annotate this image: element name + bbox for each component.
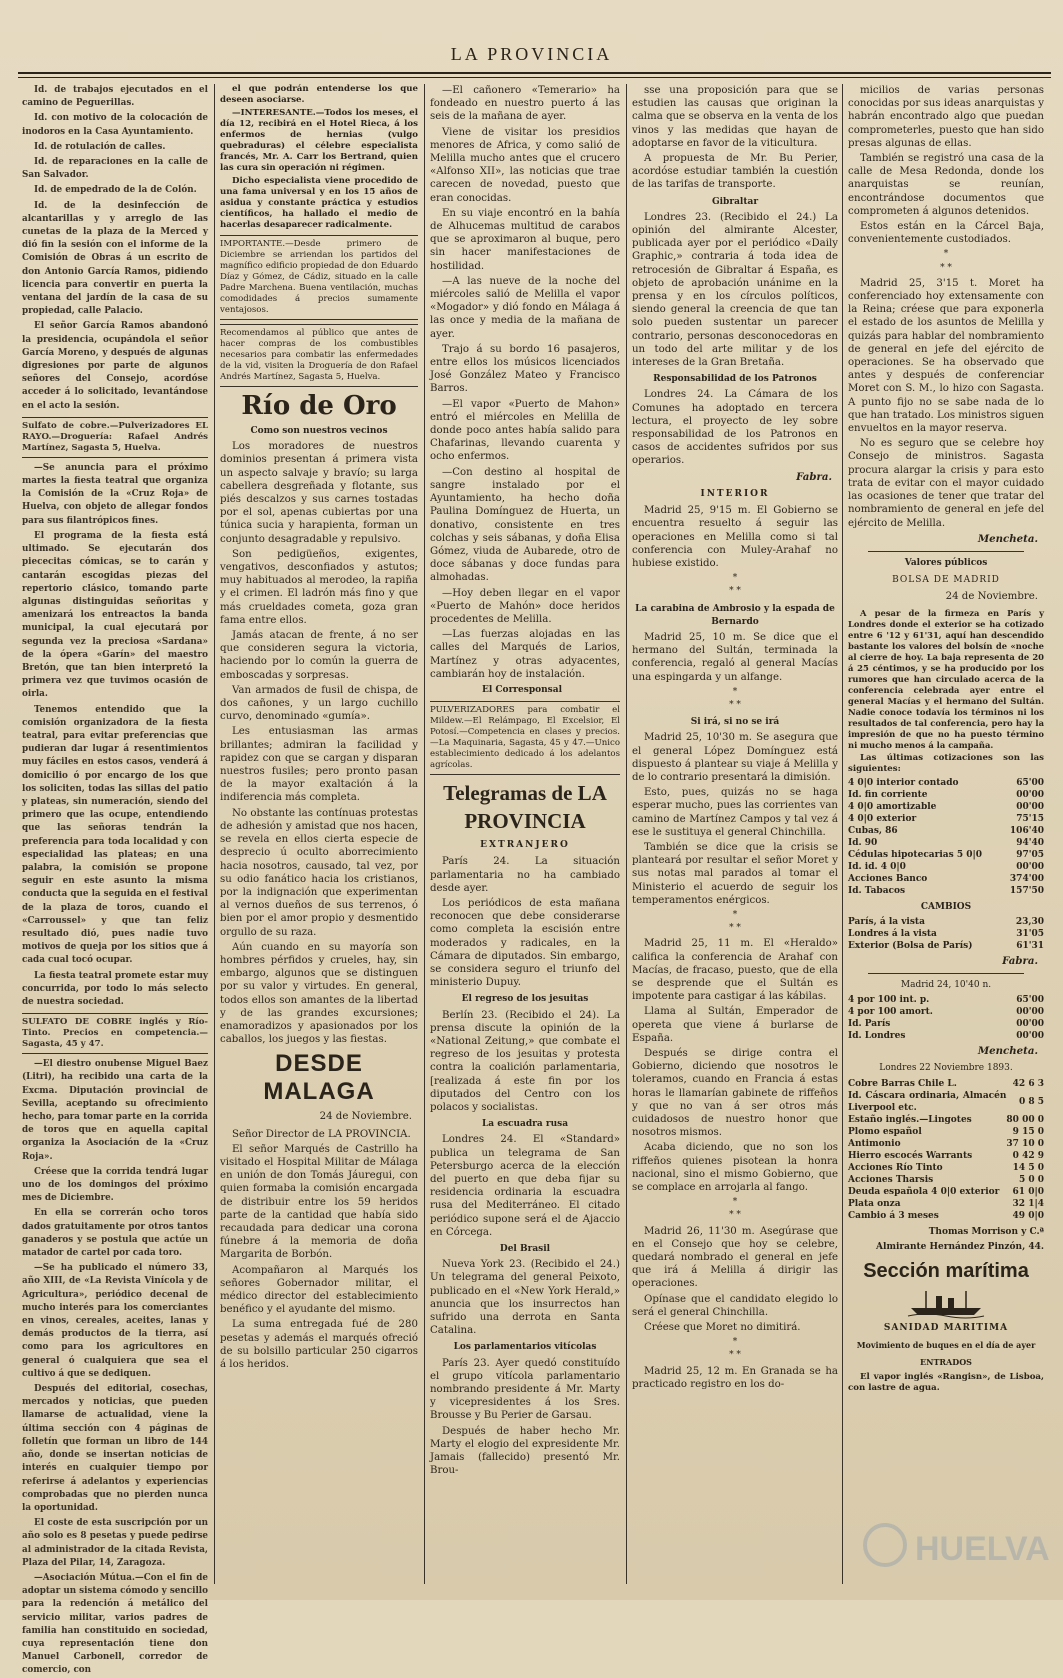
table-cell-value: 61 0|0: [1012, 1186, 1044, 1197]
column-2: [220, 84, 418, 1590]
paragraph: Acompañaron al Marqués los señores Gobernador militar, el médico director del establecimiento benéfico y el ayudante del mismo.: [220, 1264, 418, 1316]
headline: Madrid 24, 10'40 n.: [900, 979, 992, 990]
table-cell-value: 14 5 0: [1012, 1162, 1044, 1173]
headline: Valores públicos: [904, 557, 988, 568]
table-row: [848, 1138, 1044, 1150]
paragraph: Jamás atacan de frente, á no ser que consideren segura la victoria, haciendo por lo común la guerra de emboscadas y sorpresas.: [220, 630, 418, 681]
headline: Responsabilidad de los Patronos: [653, 374, 817, 385]
table-row: [848, 1174, 1044, 1186]
table-row: [848, 1186, 1044, 1198]
table-row: [848, 885, 1044, 897]
paragraph: —Con destino al hospital de sangre instalado por el Ayuntamiento, ha hecho doña Paulina Domínguez de Huerta, un donativo, consistente en tres colchas y seis sábanas, y doña Elisa Gómez, viuda de Aubarede, otro de doce sábanas y doce fundas para almohadas.: [430, 466, 620, 584]
table-row: [848, 928, 1044, 940]
table-cell-label: París, á la vista: [848, 916, 925, 927]
headline: Londres 22 Noviembre 1893.: [879, 1063, 1013, 1074]
paragraph: A pesar de la firmeza en París y Londres donde el exterior se ha cotizado entre 6 '12 y 61'31, aquí han descendido bastante los valores del bolsín de «noche al cierre de hoy. La baja representa de 20 á 25 céntimos, y se ha producido por los rumores que han circulado acerca de la conferencia celebrada ayer entre el general Macías y el hermano del Sultán. Nadie conoce todavía los términos ni los resultados de tal conferencia, pero hay la impresión de que no ha puesto término ni mucho menos á la campaña.: [848, 607, 1044, 750]
paragraph: La suma entregada fué de 280 pesetas y además el marqués ofreció de su bolsillo particular 250 cigarros á los heridos.: [220, 1319, 418, 1370]
table-cell-label: Id. Londres: [848, 1031, 906, 1042]
advert-pulverizadores: PULVERIZADORES para combatir el Mildew.—El Relámpago, El Excelsior, El Potosí.—Competencia en clases y precios.—La Maquinaria, Sagasta, 45 y 47.—Unico establecimiento dedicado á los adelantos agrícolas.: [430, 701, 620, 775]
paragraph: Id. de rotulación de calles.: [34, 141, 166, 152]
paragraph: Van armados de fusil de chispa, de dos cañones, y un largo cuchillo curvo, denominado «gumía».: [220, 684, 418, 723]
table-cell-value: 23,30: [1015, 916, 1044, 927]
table-row: [848, 837, 1044, 849]
paragraph: —Asociación Mútua.—Con el fin de adoptar un sistema cómodo y sencillo para la redención á metálico del servicio militar, varios padres de familia han constituido en sociedad, cuya representación tiene don Manuel Carbonell, corredor de comercio, con: [22, 1572, 209, 1676]
table-row: [848, 1162, 1044, 1174]
table-row: [848, 861, 1044, 873]
paragraph: El programa de la fiesta está ultimado. Se ejecutarán dos piececitas cómicas, se to carán y cantarán escogidas piezas del repertorio clásico, tomando parte algunas distinguidas señoritas y amenizará los entreactos la banda municipal, la cual ejecutará por segunda vez la preciosa «Sardana» de la ópera «Garín» del maestro Bretón, que tan bien interpretó la primera vez que tuvimos ocasión de oirla.: [22, 530, 208, 700]
paragraph: Nueva York 23. (Recibido el 24.) Un telegrama del general Peixoto, publicado en el «New York Herald,» anuncia que los insurrectos han sufrido una derrota en Santa Catalina.: [430, 1259, 620, 1337]
paragraph: A propuesta de Mr. Bu Perier, acordóse estudiar también la cuestión de las tarifas de transporte.: [632, 153, 838, 191]
table-cell-value: 32 1|4: [1012, 1198, 1044, 1209]
table-cell-value: 5 0 0: [1018, 1174, 1044, 1185]
table-cell-value: 0 42 9: [1012, 1150, 1044, 1161]
asterism-icon: * * *: [729, 1197, 741, 1221]
table-cell-label: Plata onza: [848, 1198, 901, 1209]
table-row: [848, 1114, 1044, 1126]
paragraph: el que podrán entenderse los que deseen asociarse.: [220, 84, 418, 105]
paragraph: micilios de varias personas conocidas por sus ideas anarquistas y habrán encontrado algo que puedan comprometerles, puesto que han sido presas algunas de ellas.: [848, 85, 1044, 149]
paragraph: Madrid 25, 10 m. Se dice que el hermano del Sultán, terminada la conferencia, regaló al general Macías una espingarda y un alfange.: [632, 631, 838, 683]
paragraph: Los moradores de nuestros dominios presentan á primera vista un aspecto salvaje y bravío; su larga cabellera desgreñada y flotante, sus piés descalzos y sus carnes tostadas por el sol, apenas cubiertas por una túnica sucia y harapienta, forman un conjunto desagradable y repulsivo.: [220, 441, 418, 545]
paragraph: Estos están en la Cárcel Baja, convenientemente custodiados.: [848, 221, 1044, 246]
headline: SANIDAD MARITIMA: [883, 1322, 1009, 1333]
paragraph: Berlín 23. (Recibido el 24). La prensa discute la opinión de la «National Zeitung,» que combate el regreso de los jesuitas y protesta contra la coalición parlamentaria, [realizada á este fin por los diputados del Centro con los polacos y socialistas.: [430, 1009, 620, 1113]
paragraph: Londres 24. La Cámara de los Comunes ha adoptado en tercera lectura, el proyecto de ley sobre responsabilidad de los Patronos en casos de accidentes sufridos por sus operarios.: [632, 389, 838, 467]
headline: Movimiento de buques en el día de ayer: [856, 1340, 1036, 1351]
separator: [868, 973, 1024, 974]
paragraph: Dicho especialista viene procedido de una fama universal y en los 15 años de asidua y constante práctica y estudios científicos, ha hallado el medio de hacerlas desaparecer radicalmente.: [220, 176, 418, 230]
table-cell-label: Acciones Tharsis: [848, 1174, 934, 1185]
paragraph: También se dice que la crisis se planteará por resultar el señor Moret y sus notas mal parados al tomar el Ministerio el acuerdo de seguir los temperamentos enérgicos.: [632, 841, 838, 906]
paragraph: Créese que la corrida tendrá lugar uno de los domingos del próximo mes de Diciembre.: [22, 1166, 208, 1204]
table-cell-value: 61'31: [1016, 940, 1044, 951]
table-row: [848, 1126, 1044, 1138]
paragraph: No es seguro que se celebre hoy Consejo de ministros. Sagasta procura alargar la crisis y para esto trata de evitar con el mayor cuidado las ocasiones de tener que tratar del nombramiento de general en jefe del ejército de Melilla.: [848, 438, 1044, 529]
salutation: Señor Director de LA PROVINCIA.: [232, 1128, 411, 1140]
signature: Fabra.: [796, 470, 832, 483]
table-cell-value: 49 0|0: [1012, 1210, 1044, 1221]
column-5: [848, 84, 1044, 1590]
section-title-rio-de-oro: Río de Oro: [241, 391, 397, 421]
subsection-interior: INTERIOR: [700, 488, 770, 499]
company-name: Thomas Morrison y C.ª: [928, 1226, 1044, 1237]
table-row: [848, 1006, 1044, 1018]
headline: Del Brasil: [499, 1244, 551, 1255]
paragraph: París 24. La situación parlamentaria no ha cambiado desde ayer.: [430, 856, 620, 894]
paragraph: El coste de esta suscripción por un año solo es 8 pesetas y puede pedirse al administrador de la citada Revista, Plaza del Pilar, 14, Zaragoza.: [22, 1518, 208, 1568]
company-address: Almirante Hernández Pinzón, 44.: [876, 1241, 1044, 1252]
table-row: [848, 994, 1044, 1006]
table-row: [848, 813, 1044, 825]
table-cell-value: 00'00: [1016, 1007, 1044, 1018]
table-cell-label: Deuda española 4 0|0 exterior: [848, 1186, 1000, 1197]
column-divider: [214, 84, 215, 1584]
masthead-rule-thin: [18, 77, 1051, 78]
table-cell-value: 97'05: [1016, 849, 1044, 860]
table-cell-label: 4 por 100 int. p.: [848, 995, 930, 1006]
stamp-text: HUELVA: [915, 1530, 1050, 1568]
paragraph: Madrid 25, 9'15 m. El Gobierno se encuentra resuelto á seguir las operaciones en Melilla como si tal conferencia con Muley-Arahaf no hubiese existido.: [632, 505, 838, 569]
correspondent-signature: El Corresponsal: [481, 684, 562, 695]
column-4: [632, 84, 838, 1590]
table-cell-value: 80 00 0: [1006, 1114, 1044, 1125]
advert-importante: IMPORTANTE.—Desde primero de Diciembre se arriendan los partidos del magnífico edificio propiedad de don Eduardo Díaz y Gómez, de Cádiz, situado en la calle Padre Marchena. Buena ventilación, muchas comodidades á precios sumamente ventajosos.: [220, 235, 418, 320]
table-row: [848, 940, 1044, 952]
paragraph: Madrid 25, 3'15 t. Moret ha conferenciado hoy extensamente con la Reina; créese que para exponerla el estado de los asuntos de Melilla y quizás para hablar del nombramiento de general en jefe del ejército de operaciones. Se ha observado que antes y después de conferenciar Moret con S. M., lo hizo con Sagasta. A punto fijo no se sabe nada de lo que han tratado. Los ministros siguen envueltos en la mayor reserva.: [848, 277, 1044, 435]
table-row: [848, 789, 1044, 801]
table-cell-value: 00'00: [1016, 1019, 1044, 1030]
masthead-rule: [18, 72, 1051, 74]
section-title-telegramas: Telegramas de LA PROVINCIA: [443, 781, 607, 834]
paragraph: El señor García Ramos abandonó la presidencia, ocupándola el señor García Moreno, y después de algunas digresiones por parte de algunos señores del Consejo, acordóse acceder á lo solicitado, levantándose en el acto la sesión.: [22, 321, 208, 411]
paragraph: —A las nueve de la noche del miércoles salió de Melilla el vapor «Mogador» y dió fondo en Málaga á las once y media de la mañana de ayer.: [430, 275, 620, 340]
column-divider: [842, 84, 843, 1584]
asterism-icon: * * *: [729, 909, 741, 934]
headline: Gibraltar: [711, 196, 759, 207]
paragraph: Después se dirige contra el Gobierno, diciendo que nosotros le toleramos, cuando en Francia á estas horas le llamarían gabinete de riffeños y que no van á ser otros más cuidadosos de nuestro honor que nosotros mismos.: [632, 1048, 838, 1139]
paragraph: Madrid 25, 11 m. El «Heraldo» califica la conferencia de Arahaf con Macías, de fracaso, puesto, que de ella se desprende que el Sultán es impotente para castigar á las kábilas.: [632, 938, 838, 1003]
paragraph: No obstante las contínuas protestas de adhesión y amistad que nos hacen, se revela en ellos cierta especie de desprecio ú oculto aborrecimiento hacia nosotros, causado, tal vez, por su odio fanático hacia los cristianos, por la indignación que experimentan al vernos dueños de sus terrenos, ó bien por el amor propio y desmentido orgullo de su raza.: [220, 807, 418, 938]
table-cell-label: Hierro escocés Warrants: [848, 1150, 973, 1161]
table-cell-label: Estaño inglés.—Lingotes: [848, 1114, 972, 1125]
advert-sulfato-cobre: SULFATO DE COBRE inglés y Río-Tinto. Precios en competencia.—Sagasta, 45 y 47.: [22, 1013, 208, 1054]
paragraph: Después de haber hecho Mr. Marty el elogio del expresidente Mr. Jamais (fallecido) presentó Mr. Brou-: [430, 1425, 620, 1477]
table-cell-value: 0 8 5: [1018, 1096, 1044, 1107]
london-metals-table: [848, 1078, 1044, 1222]
paragraph: Opínase que el candidato elegido lo será el general Chinchilla.: [632, 1293, 838, 1318]
table-cell-value: 31'05: [1016, 928, 1044, 939]
table-row: [848, 777, 1044, 789]
column-divider: [424, 84, 425, 1584]
table-row: [848, 1090, 1044, 1114]
table-row: [848, 1150, 1044, 1162]
section-subtitle: Como son nuestros vecinos: [250, 426, 388, 436]
advert-drogueria: Recomendamos al público que antes de hacer compras de los combustibles necesarios para combatir las enfermedades de la vid, visiten la Droguería de don Rafael Andrés Martínez, Sagasta 5, Huelva.: [220, 324, 418, 387]
table-cell-label: Plomo español: [848, 1126, 922, 1137]
paragraph: —Las fuerzas alojadas en las calles del Marqués de Larios, Martínez y otras adyacentes, cambiarán hoy de instalación.: [430, 629, 620, 680]
table-row: [848, 801, 1044, 813]
table-cell-value: 94'40: [1016, 837, 1044, 848]
paragraph: Madrid 25, 10'30 m. Se asegura que el general López Domínguez está dispuesto á plantear su viaje á Melilla y de lo contrario presentará la dimisión.: [632, 732, 838, 783]
column-3: [430, 84, 620, 1590]
table-row: [848, 849, 1044, 861]
advert-sulfato: Sulfato de cobre.—Pulverizadores EL RAYO.—Droguería: Rafael Andrés Martínez, Sagasta 5, Huelva.: [22, 417, 208, 458]
paragraph: —El diestro onubense Miguel Baez (Litri), ha recibido una carta de la Excma. Diputación provincial de Sevilla, aceptando su ofrecimiento hecho, para tomar parte en la corrida de toros que en aquella capital organiza la Asociación de la «Cruz Roja».: [22, 1059, 208, 1162]
asterism-icon: * * *: [729, 686, 741, 710]
table-cell-value: 00'00: [1016, 801, 1044, 812]
paragraph: Esto, pues, quizás no se haga esperar mucho, pues las corrientes van camino de Martínez Campos y tal vez á ese le sustituya el general Chinchilla.: [632, 787, 838, 838]
headline: BOLSA DE MADRID: [892, 575, 1000, 586]
column-1: [22, 84, 209, 1676]
paragraph: En su viaje encontró en la bahía de Alhucemas multitud de carabos que se aproximaron al buque, pero sin hacer manifestaciones de hostilidad.: [430, 207, 620, 272]
newspaper-title: LA PROVINCIA: [450, 44, 613, 64]
paragraph: —El cañonero «Temerario» ha fondeado en nuestro puerto á las seis de la mañana de ayer.: [430, 85, 620, 123]
headline: El regreso de los jesuitas: [461, 994, 589, 1005]
table-cell-label: Id. París: [848, 1019, 891, 1030]
table-cell-label: Id. Tabacos: [848, 885, 906, 896]
headline: ENTRADOS: [920, 1357, 972, 1368]
quotes-table: [848, 777, 1044, 897]
paragraph: Créese que Moret no dimitirá.: [644, 1322, 801, 1334]
asterism-icon: * * *: [729, 1337, 741, 1361]
paragraph: Llama al Sultán, Emperador de opereta que viene á burlarse de España.: [632, 1006, 838, 1044]
paragraph: Londres 24. El «Standard» publica un telegrama de San Petersburgo acerca de la elección del puerto en que deba fijar su residencia ordinaria la escuadra rusa del Mediterráneo. El citado periódico supone será el de Ajaccio en Córcega.: [430, 1134, 620, 1238]
subsection-extranjero: EXTRANJERO: [480, 840, 570, 851]
table-cell-label: Id. 90: [848, 837, 878, 848]
section-title-seccion-maritima: Sección marítima: [863, 1259, 1029, 1282]
table-row: [848, 1078, 1044, 1090]
table-row: [848, 873, 1044, 885]
paragraph: También se registró una casa de la calle de Mesa Redonda, donde los anarquistas se reunían, encontrándose documentos que comprometen á algunos detenidos.: [848, 153, 1044, 217]
paragraph: —El vapor «Puerto de Mahon» entró el miércoles en Melilla de donde poco antes había salido para Chafarinas, llevando cuarenta y ocho enfermos.: [430, 398, 620, 463]
library-stamp-icon: [860, 1500, 1050, 1590]
paragraph: —Hoy deben llegar en el vapor «Puerto de Mahón» doce heridos procedentes de Melilla.: [430, 587, 620, 625]
paragraph: Madrid 25, 12 m. En Granada se ha practicado registro en los do-: [632, 1365, 838, 1390]
dateline: 24 de Noviembre.: [945, 591, 1038, 603]
headline: La escuadra rusa: [481, 1119, 569, 1130]
table-cell-label: Id. Cáscara ordinaria, Almacén Liverpool etc.: [848, 1090, 1007, 1113]
paragraph: —Se ha publicado el número 33, año XIII, de «La Revista Vinícola y de Agricultura», periódico decenal de mucho interés para los comerciantes en vinos, cereales, aceites, lanas y demás productos de la tierra, así como para los agricultores en general ó cualquiera que sea el cultivo á que se dediquen.: [22, 1263, 208, 1379]
table-cell-label: Cambio á 3 meses: [848, 1210, 939, 1221]
table-cell-value: 00'00: [1016, 861, 1044, 872]
paragraph: Id. de la desinfección de alcantarillas y y arreglo de las cunetas de la plaza de la Merced y dió fin la sesión con el informe de la Comisión de Obras á un escrito de don Antonio García Ramos, pidiendo licencia para convertir en puerta la ventana del jardín de la casa de su propiedad, calle Palacio.: [22, 200, 208, 317]
paragraph: Trajo á su bordo 16 pasajeros, entre ellos los músicos licenciados José González Mateo y Francisco Barros.: [430, 343, 620, 395]
exchange-table: [848, 916, 1044, 952]
table-cell-label: 4 0|0 amortizable: [848, 801, 937, 812]
paragraph: Tenemos entendido que la comisión organizadora de la fiesta teatral, para evitar preferencias que pudieran dar lugar á resentimientos muy fáciles en estos casos, venderá á domicilio ó por encargo de los que los soliciten, todas las sillas del patio y plateas, sin numeración, siendo del primero que las ocupe, entendiendo que las señoras tendrán la preferencia para toda localidad y con especialidad las plateas; en una palabra, la comisión se propone seguir en este asunto la misma conducta que la seguida en el festival de la plaza de toros, cuando el «Carroussel» y que tan feliz resultado dió, pues nadie tuvo motivos de queja por los sitios que á cada cual tocó ocupar.: [22, 704, 208, 966]
table-cell-label: Londres á la vista: [848, 928, 937, 939]
signature: Mencheta.: [977, 532, 1038, 545]
table-row: [848, 916, 1044, 928]
paragraph: Acaba diciendo, que no son los riffeños quienes pisotean la honra nacional, sino el mismo Gobierno, que se complace en arrojarla al fango.: [632, 1142, 838, 1194]
paragraph: —Se anuncia para el próximo martes la fiesta teatral que organiza la Comisión de la «Cruz Roja» de Huelva, con objeto de allegar fondos para sus filantrópicos fines.: [22, 462, 208, 526]
table-cell-label: Id. fin corriente: [848, 789, 928, 800]
signature: Mencheta.: [977, 1045, 1038, 1058]
asterism-icon: * * *: [940, 249, 952, 273]
madrid-quotes-table: [848, 994, 1044, 1042]
table-cell-label: Cédulas hipotecarias 5 0|0: [848, 849, 983, 860]
table-row: [848, 1018, 1044, 1030]
table-cell-label: Cubas, 86: [848, 825, 898, 836]
table-cell-value: 106'40: [1009, 825, 1044, 836]
signature: Fabra.: [1002, 954, 1038, 967]
paragraph: Madrid 26, 11'30 m. Asegúrase que en el Consejo que hoy se celebre, quedará nombrado el general en jefe que irá á Melilla á dirigir las operaciones.: [632, 1225, 838, 1290]
table-cell-value: 65'00: [1016, 995, 1044, 1006]
table-cell-value: 65'00: [1016, 777, 1044, 788]
paragraph: Londres 23. (Recibido el 24.) La opinión del almirante Alcester, publicada ayer por el periódico «Daily Graphic,» contraria á toda idea de retrocesión de Gibraltar á España, es objeto de aprobación unánime en la prensa y en los círculos políticos, siendo general la creencia de que tan solo pueden sustentar un parecer contrario, personas desconocedoras en un todo del arte militar y de los intereses de la Gran Bretaña.: [632, 211, 838, 369]
paragraph: Id. de reparaciones en la calle de San Salvador.: [22, 157, 208, 181]
paragraph: Id. de empedrado de la de Colón.: [34, 185, 197, 196]
headline: La carabina de Ambrosio y la espada de Bernardo: [635, 603, 835, 627]
paragraph: Los periódicos de esta mañana reconocen que debe considerarse como completa la escisión entre moderados y radicales, en la Cámara de diputados. Sin embargo, se considera seguro el triunfo del ministerio Dupuy.: [430, 897, 620, 989]
paragraph: Viene de visitar los presidios menores de Africa, y como salió de Melilla mucho antes que el crucero «Alfonso XII», las noticias que trae carecen de novedad, puesto que eran conocidas.: [430, 126, 620, 204]
table-cell-label: Id. id. 4 0|0: [848, 861, 906, 872]
steamship-icon: [906, 1288, 986, 1318]
table-cell-label: Cobre Barras Chile L.: [848, 1078, 957, 1089]
table-cell-value: 42 6 3: [1012, 1078, 1044, 1089]
dateline: 24 de Noviembre.: [319, 1111, 412, 1123]
paragraph: El señor Marqués de Castrillo ha visitado el Hospital Militar de Málaga en unión de don Tomás Jáuregui, con quien formaba la comisión encargada de distribuir entre los 59 heridos parte de la cantidad que había sido recaudada para dedicar una corona fúnebre á la memoria de doña Margarita de Borbón.: [220, 1143, 418, 1261]
paragraph: Id. de trabajos ejecutados en el camino de Peguerillas.: [22, 85, 208, 109]
table-row: [848, 825, 1044, 837]
asterism-icon: * * *: [729, 573, 741, 597]
table-cell-value: 00'00: [1016, 1031, 1044, 1042]
paragraph: Id. con motivo de la colocación de inodoros en la Casa Ayuntamiento.: [22, 113, 208, 137]
column-divider: [626, 84, 627, 1584]
section-title-desde-malaga: DESDE MALAGA: [263, 1050, 375, 1106]
paragraph: Aún cuando en su mayoría son hombres pérfidos y crueles, hay, sin embargo, algunos que se distinguen por su valor y virtudes. En general, todos ellos son amantes de la libertad y de las grandes excursiones; enamoradizos y apasionados por los caballos, los juegos y las fiestas.: [220, 941, 418, 1046]
table-cell-value: 00'00: [1016, 789, 1044, 800]
table-cell-value: 37 10 0: [1006, 1138, 1044, 1149]
paragraph: Les entusiasman las armas brillantes; admiran la facilidad y rapidez con que se cargan y disparan nuestros fusiles; pero pronto pasan de la mayor exaltación á la indiferencia más completa.: [220, 726, 418, 804]
paragraph: —INTERESANTE.—Todos los meses, el día 12, recibirá en el Hotel Rieca, á los enfermos de hernias (vulgo quebraduras) el célebre especialista francés, Mr. A. Carr los Bertrand, quien las cura sin operación ni régimen.: [220, 108, 418, 173]
paragraph: En ella se correrán ocho toros dados gratuitamente por otros tantos ganaderos y se postula que actúe un matador de cartel por cada toro.: [22, 1208, 208, 1259]
table-cell-value: 75'15: [1016, 813, 1044, 824]
table-row: [848, 1198, 1044, 1210]
table-cell-label: Antimonio: [848, 1138, 901, 1149]
table-row: [848, 1030, 1044, 1042]
table-cell-value: 157'50: [1009, 885, 1044, 896]
table-cell-label: 4 0|0 interior contado: [848, 777, 959, 788]
paragraph: Las últimas cotizaciones son las siguientes:: [848, 752, 1044, 774]
table-cell-label: Acciones Río Tinto: [848, 1162, 943, 1173]
separator: [868, 551, 1024, 552]
table-cell-label: Acciones Banco: [848, 873, 928, 884]
paragraph: París 23. Ayer quedó constituído el grupo vitícola parlamentario nombrando presidente á Mr. Marty y vicepresidentes á los Sres. Brousse y Bu Perier de Garsau.: [430, 1357, 620, 1422]
table-cell-value: 9 15 0: [1012, 1126, 1044, 1137]
headline: CAMBIOS: [920, 901, 972, 912]
paragraph: Son pedigüeños, exigentes, vengativos, desconfiados y astutos; muy habituados al merodeo, la rapiña y el crimen. El ladrón más fino y que más crueldades cometa, goza gran fama entre ellos.: [220, 548, 418, 626]
table-cell-label: 4 0|0 exterior: [848, 813, 917, 824]
table-cell-label: 4 por 100 amort.: [848, 1007, 933, 1018]
table-row: [848, 1210, 1044, 1222]
paragraph: La fiesta teatral promete estar muy concurrida, por todo lo más selecto de nuestra sociedad.: [22, 970, 208, 1007]
headline: Si irá, si no se irá: [690, 717, 780, 728]
paragraph: Después del editorial, cosechas, mercados y noticias, que pueden llamarse de actualidad, viene la última sección con 4 páginas de folletín que forman un libro de 144 año, donde se insertan noticias de interés en cualquier tiempo por referirse á adelantos y experiencias comprobadas que no pierden nunca la oportunidad.: [22, 1384, 208, 1513]
paragraph: sse una proposición para que se estudien las causas que originan la calma que se observa en la venta de los vinos y las medidas que hayan de adoptarse en favor de la viticultura.: [632, 85, 838, 149]
table-cell-value: 374'00: [1009, 873, 1044, 884]
paragraph: El vapor inglés «Rangisn», de Lisboa, con lastre de agua.: [848, 1371, 1044, 1393]
table-cell-label: Exterior (Bolsa de París): [848, 940, 973, 951]
masthead: [0, 0, 1063, 80]
headline: Los parlamentarios vitícolas: [453, 1342, 597, 1353]
